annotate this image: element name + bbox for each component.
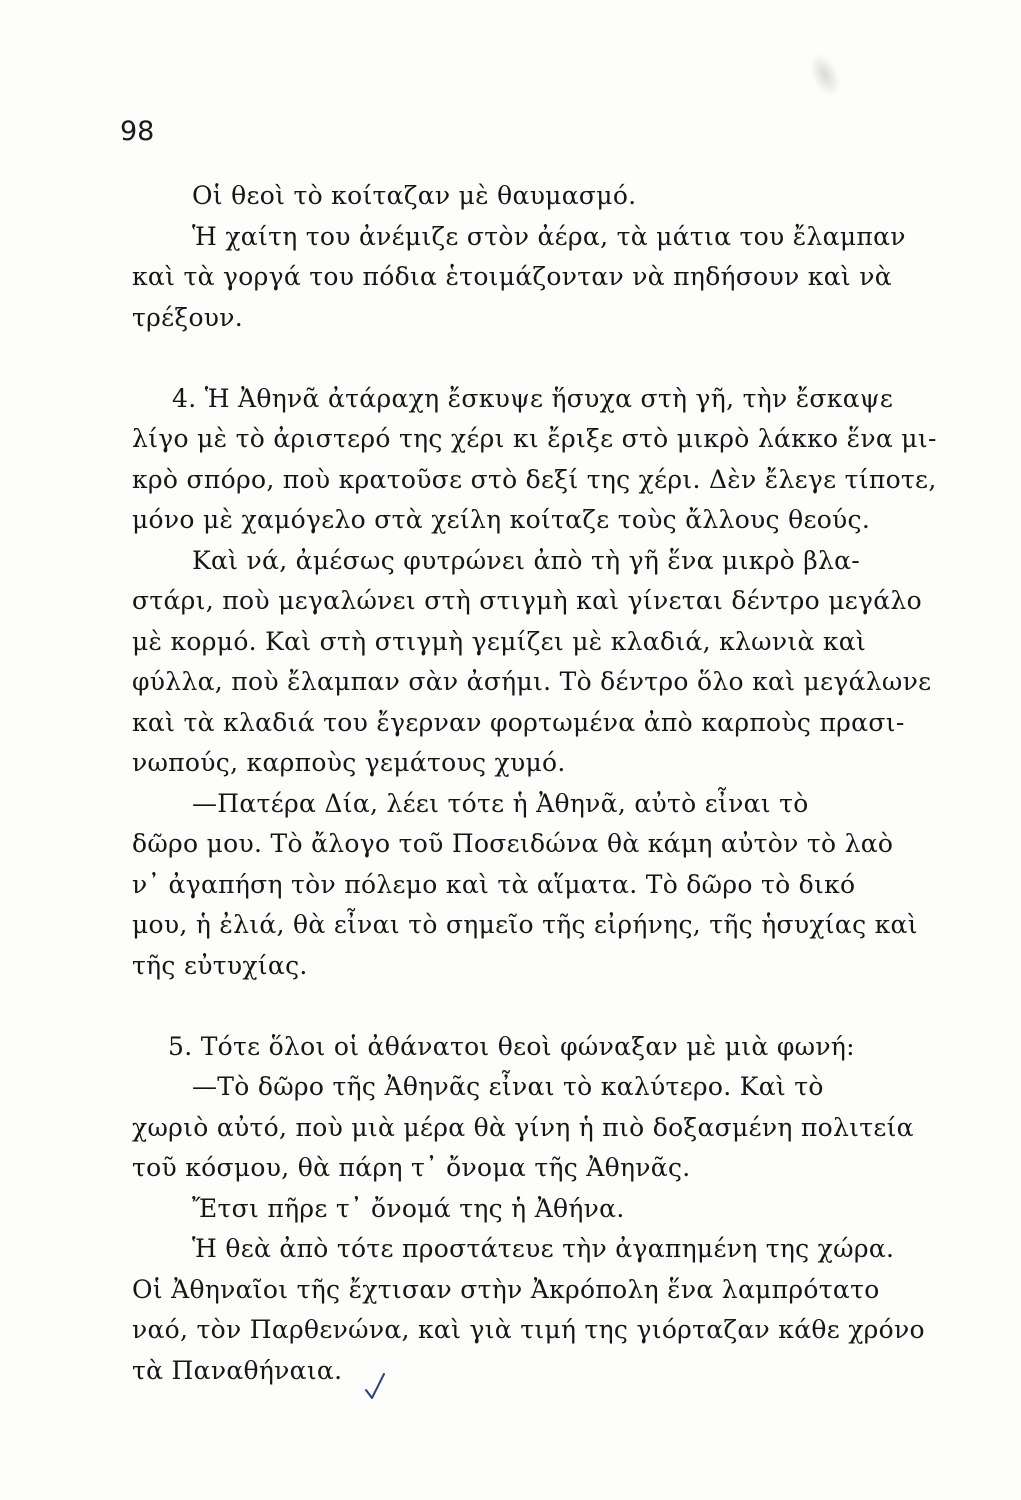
text-line: Οἱ θεοὶ τὸ κοίταζαν μὲ θαυμασμό. — [192, 181, 637, 210]
paragraph — [132, 1067, 982, 1189]
text-line: νωπούς, καρποὺς γεμάτους χυμό. — [132, 748, 566, 777]
text-line: καὶ τὰ κλαδιά του ἔγερναν φορτωμένα ἀπὸ καρποὺς πρασι- — [132, 707, 905, 737]
paragraph — [132, 217, 982, 339]
text-line: τοῦ κόσμου, θὰ πάρη τ᾿ ὄνομα τῆς Ἀθηνᾶς. — [132, 1153, 691, 1182]
page-number: 98 — [120, 116, 155, 147]
paragraph — [132, 1229, 982, 1391]
text-line: φύλλα, ποὺ ἔλαμπαν σὰν ἀσήμι. Τὸ δέντρο ὅλο καὶ μεγάλωνε — [132, 667, 932, 696]
text-line: —Πατέρα Δία, λέει τότε ἡ Ἀθηνᾶ, αὐτὸ εἶναι τὸ — [192, 788, 809, 818]
paragraph — [132, 784, 982, 987]
text-line: ν᾿ ἀγαπήση τὸν πόλεμο καὶ τὰ αἵματα. Τὸ δῶρο τὸ δικό — [132, 869, 856, 899]
text-line: κρὸ σπόρο, ποὺ κρατοῦσε στὸ δεξί της χέρι. Δὲν ἔλεγε τίποτε, — [132, 464, 937, 494]
text-line: Ἔτσι πῆρε τ᾿ ὄνομά της ἡ Ἀθήνα. — [192, 1193, 625, 1223]
text-line: ναό, τὸν Παρθενώνα, καὶ γιὰ τιμή της γιόρταζαν κάθε χρόνο — [132, 1315, 925, 1344]
text-line: καὶ τὰ γοργά του πόδια ἑτοιμάζονταν νὰ πηδήσουν καὶ νὰ — [132, 262, 892, 291]
text-line: χωριὸ αὐτό, ποὺ μιὰ μέρα θὰ γίνη ἡ πιὸ δοξασμένη πολιτεία — [132, 1112, 914, 1142]
text-line: τρέξουν. — [132, 302, 244, 332]
body-text — [132, 176, 982, 1391]
text-line: Ἡ χαίτη του ἀνέμιζε στὸν ἀέρα, τὰ μάτια του ἔλαμπαν — [192, 221, 906, 251]
text-line: μόνο μὲ χαμόγελο στὰ χείλη κοίταζε τοὺς ἄλλους θεούς. — [132, 505, 871, 534]
text-line: —Τὸ δῶρο τῆς Ἀθηνᾶς εἶναι τὸ καλύτερο. Καὶ τὸ — [192, 1072, 824, 1101]
text-line: τὰ Παναθήναια. — [132, 1355, 343, 1385]
ink-smudge-mark — [803, 49, 846, 102]
text-line: Καὶ νά, ἀμέσως φυτρώνει ἀπὸ τὴ γῆ ἕνα μικρὸ βλα- — [192, 545, 861, 575]
text-line: τῆς εὐτυχίας. — [132, 950, 308, 980]
paragraph — [132, 1189, 982, 1230]
paragraph — [132, 1027, 982, 1068]
text-line: 4. Ἡ Ἀθηνᾶ ἀτάραχη ἔσκυψε ἥσυχα στὴ γῆ, τὴν ἔσκαψε — [172, 383, 894, 413]
text-line: 5. Τότε ὅλοι οἱ ἀθάνατοι θεοὶ φώναξαν μὲ μιὰ φωνή: — [168, 1031, 855, 1061]
text-line: δῶρο μου. Τὸ ἄλογο τοῦ Ποσειδώνα θὰ κάμη αὐτὸν τὸ λαὸ — [132, 829, 894, 858]
paragraph-gap — [132, 986, 982, 1027]
handwritten-checkmark-icon — [364, 1372, 386, 1402]
text-line: Ἡ θεὰ ἀπὸ τότε προστάτευε τὴν ἀγαπημένη της χώρα. — [192, 1234, 895, 1263]
text-line: λίγο μὲ τὸ ἀριστερό της χέρι κι ἔριξε στὸ μικρὸ λάκκο ἕνα μι- — [132, 424, 937, 453]
text-line: Οἱ Ἀθηναῖοι τῆς ἔχτισαν στὴν Ἀκρόπολη ἕνα λαμπρότατο — [132, 1274, 880, 1304]
paragraph — [132, 379, 982, 541]
text-line: μὲ κορμό. Καὶ στὴ στιγμὴ γεμίζει μὲ κλαδιά, κλωνιὰ καὶ — [132, 626, 867, 656]
text-line: στάρι, ποὺ μεγαλώνει στὴ στιγμὴ καὶ γίνεται δέντρο μεγάλο — [132, 586, 922, 615]
paragraph — [132, 176, 982, 217]
paragraph-gap — [132, 338, 982, 379]
text-line: μου, ἡ ἐλιά, θὰ εἶναι τὸ σημεῖο τῆς εἰρήνης, τῆς ἡσυχίας καὶ — [132, 910, 918, 939]
paragraph — [132, 541, 982, 784]
